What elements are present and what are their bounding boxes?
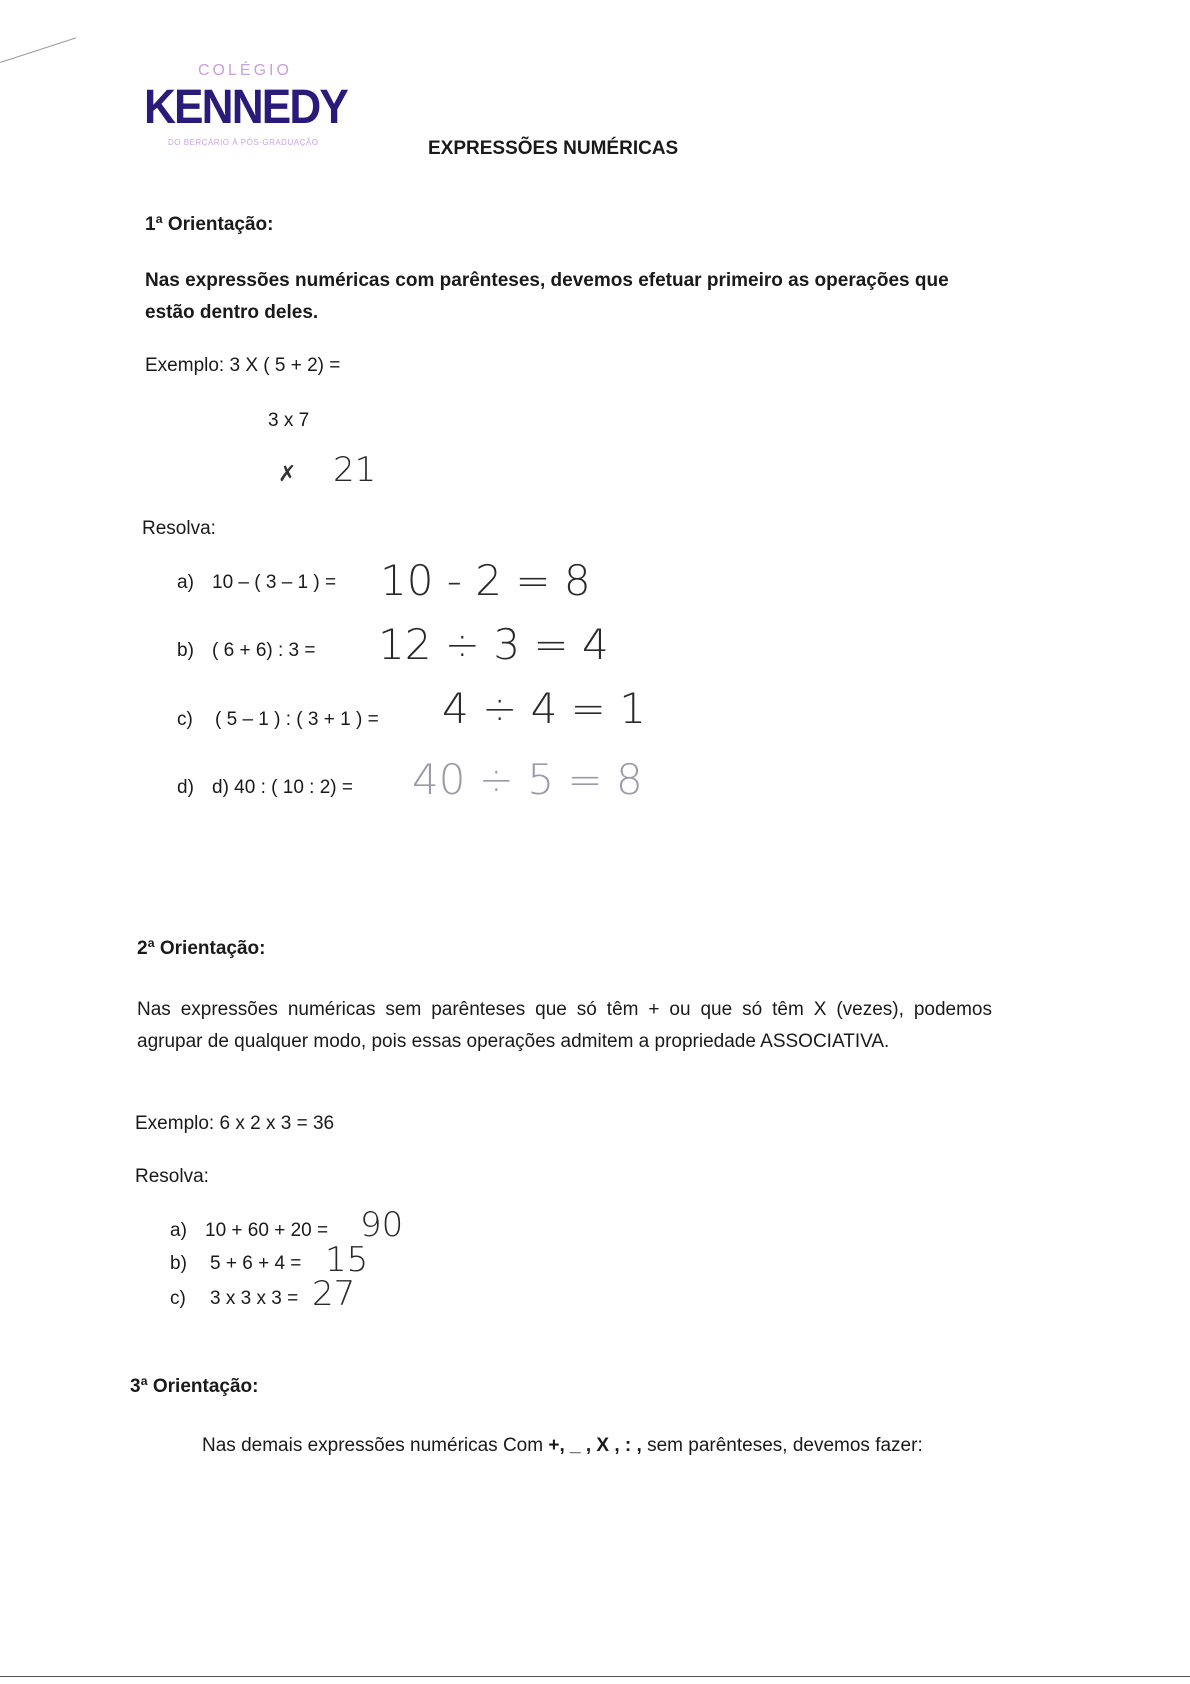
item-expression: 10 + 60 + 20 = — [205, 1220, 329, 1241]
section1-instruction: Nas expressões numéricas com parênteses, devemos efetuar primeiro as operações que estão dentro deles. — [145, 270, 949, 323]
item-expression: ( 6 + 6) : 3 = — [212, 640, 316, 661]
logo-name: KENNEDY — [144, 81, 348, 134]
handwritten-answer: 27 — [312, 1274, 356, 1314]
section1-example-answer: 21 — [333, 450, 377, 490]
logo-subtitle: DO BERÇÁRIO À PÓS-GRADUAÇÃO — [168, 138, 319, 147]
section3-instruction-pre: Nas demais expressões numéricas Com — [202, 1435, 549, 1456]
item-label: d) — [177, 777, 194, 798]
item-label: a) — [170, 1220, 187, 1241]
handwritten-answer: 15 — [325, 1240, 369, 1280]
logo-top-text: COLÉGIO — [198, 62, 292, 79]
section2-example: Exemplo: 6 x 2 x 3 = 36 — [135, 1113, 335, 1134]
item-expression: 10 – ( 3 – 1 ) = — [212, 572, 337, 593]
section1-example-step: 3 x 7 — [268, 410, 310, 431]
section1-heading: 1ª Orientação: — [145, 214, 274, 235]
section3-operators: +, _ , X , : , — [548, 1435, 642, 1456]
item-label: a) — [177, 572, 194, 593]
handwritten-answer: 12 ÷ 3 = 4 — [378, 620, 609, 669]
section3-instruction-post: sem parênteses, devemos fazer: — [641, 1435, 923, 1456]
handwritten-answer: 4 ÷ 4 = 1 — [442, 684, 646, 733]
item-expression: 3 x 3 x 3 = — [210, 1288, 299, 1309]
section3-instruction — [202, 1430, 1002, 1462]
section1-resolva: Resolva: — [142, 518, 216, 539]
section2-instruction: Nas expressões numéricas sem parênteses que só têm + ou que só têm X (vezes), podemos agrupar de qualquer modo, pois essas operações admitem a propriedade ASSOCIATIVA. — [137, 999, 992, 1052]
item-label: b) — [170, 1253, 187, 1274]
scan-mark — [0, 37, 76, 63]
example-scribble: ✗ — [278, 462, 297, 487]
item-expression: 5 + 6 + 4 = — [210, 1253, 302, 1274]
item-expression: ( 5 – 1 ) : ( 3 + 1 ) = — [215, 709, 379, 730]
handwritten-answer: 10 - 2 = 8 — [380, 556, 591, 605]
section1-example: Exemplo: 3 X ( 5 + 2) = — [145, 355, 341, 376]
item-label: c) — [177, 709, 193, 730]
section2-heading: 2ª Orientação: — [137, 938, 266, 959]
item-label: c) — [170, 1288, 186, 1309]
handwritten-answer: 40 ÷ 5 = 8 — [412, 755, 643, 804]
item-label: b) — [177, 640, 194, 661]
page-title: EXPRESSÕES NUMÉRICAS — [428, 138, 679, 159]
section3-heading: 3ª Orientação: — [130, 1376, 259, 1397]
handwritten-answer: 90 — [360, 1205, 404, 1245]
page-bottom-edge — [0, 1676, 1190, 1677]
section2-resolva: Resolva: — [135, 1166, 209, 1187]
item-expression: d) 40 : ( 10 : 2) = — [212, 777, 353, 798]
